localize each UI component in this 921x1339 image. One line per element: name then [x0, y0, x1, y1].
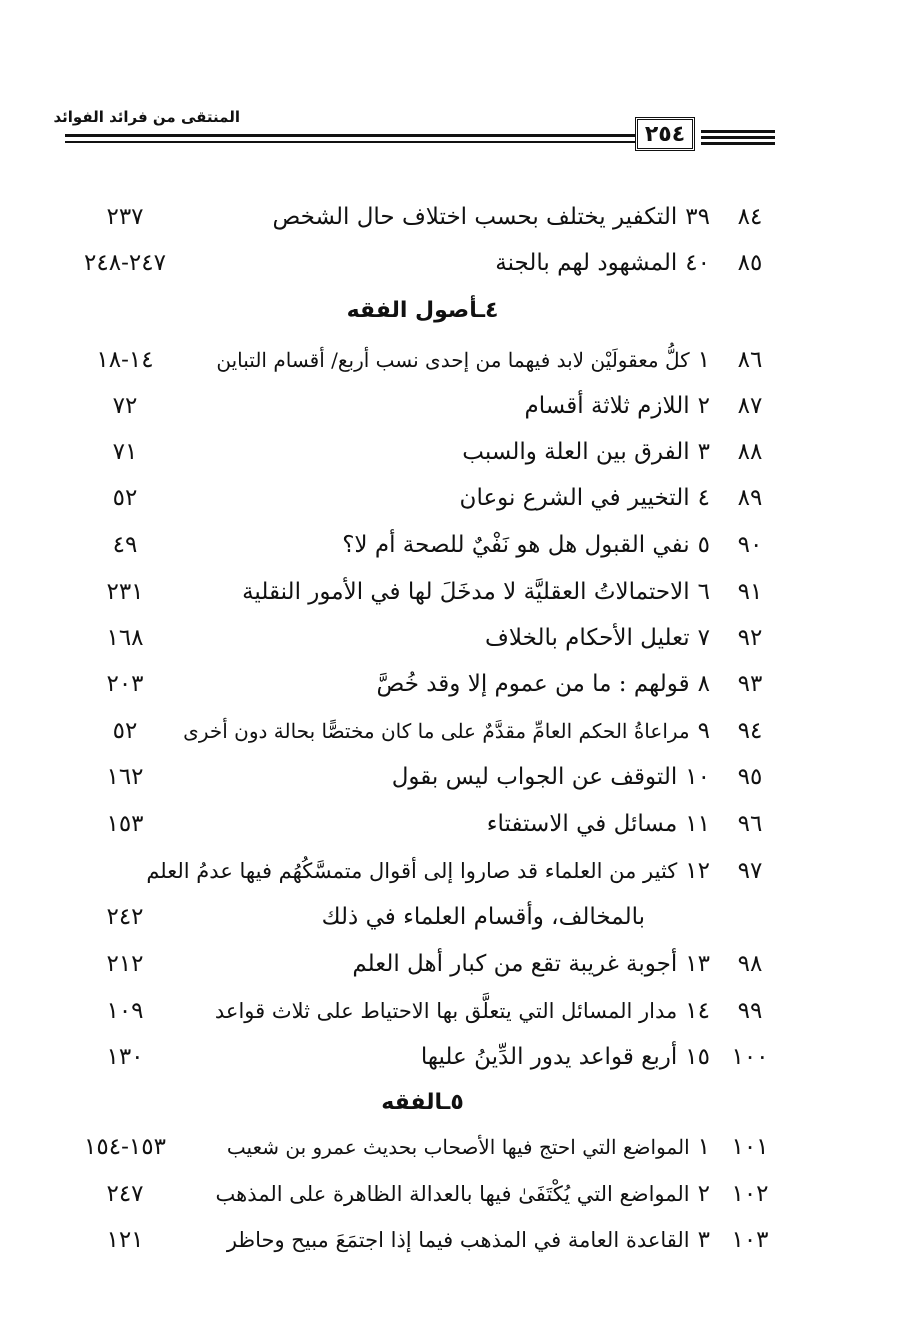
entry-title — [242, 572, 710, 612]
entry-number: ١٤ — [685, 998, 710, 1024]
header-rule — [701, 136, 775, 139]
entry-number: ٤ — [697, 485, 710, 511]
entry-index: ٩٢ — [737, 625, 763, 651]
entry-number: ٧ — [697, 625, 710, 651]
entry-title — [352, 944, 710, 984]
entry-text: كلُّ معقولَيْن لابد فيهما من إحدى نسب أربع/ أقسام التباين — [216, 348, 690, 372]
list-item — [70, 664, 775, 704]
entry-text: أربع قواعد يدور الدِّينُ عليها — [420, 1044, 678, 1070]
entry-text: مراعاةُ الحكم العامِّ مقدَّمٌ على ما كان مختصًّا بحالة دون أخرى — [183, 719, 690, 743]
entry-index: ٨٤ — [737, 204, 763, 230]
list-item — [70, 1220, 775, 1260]
entry-text: نفي القبول هل هو نَفْيٌ للصحة أم لا؟ — [342, 532, 690, 558]
entry-text: التكفير يختلف بحسب اختلاف حال الشخص — [272, 204, 678, 230]
entry-number: ١٥ — [685, 1044, 710, 1070]
entry-pages: ٢١٢ — [106, 951, 144, 977]
list-item — [70, 1127, 775, 1167]
page-number: ٢٥٤ — [635, 117, 695, 151]
entry-pages: ٢٣٧ — [106, 204, 144, 230]
entry-title — [525, 386, 710, 426]
list-item — [70, 340, 775, 380]
entry-pages: ١٤-١٨ — [96, 347, 154, 373]
entry-text: الاحتمالاتُ العقليَّة لا مدخَلَ لها في الأمور النقلية — [242, 579, 690, 605]
list-item — [70, 432, 775, 472]
entry-title — [392, 757, 710, 797]
list-item — [70, 1174, 775, 1214]
entry-index: ٩١ — [737, 579, 763, 605]
entry-number: ١٢ — [685, 858, 710, 884]
entry-title — [215, 991, 710, 1031]
entry-pages: ٥٢ — [112, 718, 138, 744]
entry-pages: ١٥٣ — [106, 811, 144, 837]
list-item — [70, 851, 775, 891]
entry-text: أجوبة غريبة تقع من كبار أهل العلم — [352, 951, 678, 977]
running-title: المنتقى من فرائد الفوائد — [53, 108, 240, 126]
list-item — [70, 944, 775, 984]
list-item — [70, 618, 775, 658]
entry-title — [485, 618, 710, 658]
entry-pages: ١٣٠ — [106, 1044, 144, 1070]
entry-text: مدار المسائل التي يتعلَّق بها الاحتياط على ثلاث قواعد — [214, 999, 678, 1023]
entry-index: ١٠٣ — [731, 1227, 769, 1253]
entry-text: التوقف عن الجواب ليس بقول — [391, 764, 678, 790]
section-heading: ٥ـالفقه — [381, 1090, 464, 1115]
list-item — [70, 757, 775, 797]
list-item — [70, 711, 775, 751]
entry-title — [460, 478, 710, 518]
list-item — [70, 525, 775, 565]
list-item — [70, 243, 775, 283]
entry-index: ٨٥ — [737, 250, 763, 276]
entry-index: ٩٥ — [737, 764, 763, 790]
entry-index: ١٠٠ — [731, 1044, 769, 1070]
entry-text: المواضع التي احتج فيها الأصحاب بحديث عمرو بن شعيب — [226, 1135, 690, 1159]
entry-text: الفرق بين العلة والسبب — [462, 439, 690, 465]
header-rule — [65, 141, 635, 143]
entry-number: ٦ — [697, 579, 710, 605]
section-heading: ٤ـأصول الفقه — [346, 298, 499, 323]
entry-number: ٥ — [697, 532, 710, 558]
entry-text: تعليل الأحكام بالخلاف — [485, 625, 690, 651]
entry-index: ٩٧ — [737, 858, 763, 884]
entry-pages: ٢٠٣ — [106, 671, 144, 697]
entry-number: ١١ — [685, 811, 710, 837]
list-item — [70, 197, 775, 237]
entry-number: ١٠ — [685, 764, 710, 790]
entry-index: ٨٨ — [737, 439, 763, 465]
entry-title — [495, 243, 710, 283]
header-rule — [701, 142, 775, 145]
entry-number: ١ — [697, 1134, 710, 1160]
entry-title — [462, 432, 710, 472]
entry-title — [342, 525, 710, 565]
entry-pages: ٢٣١ — [106, 579, 144, 605]
list-item — [70, 572, 775, 612]
entry-pages: ١٢١ — [106, 1227, 144, 1253]
entry-index: ١٠٢ — [731, 1181, 769, 1207]
entry-title — [227, 1220, 710, 1260]
list-item-continuation — [70, 897, 775, 937]
entry-text: التخيير في الشرع نوعان — [459, 485, 690, 511]
entry-pages: ١٠٩ — [106, 998, 144, 1024]
entry-pages: ١٦٨ — [106, 625, 144, 651]
entry-number: ٤٠ — [685, 250, 710, 276]
entry-text: المواضع التي يُكْتَفَىٰ فيها بالعدالة الظاهرة على المذهب — [215, 1182, 690, 1206]
entry-pages: ٧٢ — [112, 393, 138, 419]
entry-pages: ١٦٢ — [106, 764, 144, 790]
entry-index: ٩٣ — [737, 671, 763, 697]
entry-index: ٨٦ — [737, 347, 763, 373]
page-header — [53, 104, 775, 152]
header-rule — [701, 130, 775, 133]
entry-index: ١٠١ — [731, 1134, 769, 1160]
entry-number: ٣٩ — [685, 204, 710, 230]
entry-title — [183, 711, 710, 751]
entry-pages: ٥٢ — [112, 485, 138, 511]
entry-index: ٨٧ — [737, 393, 763, 419]
list-item — [70, 478, 775, 518]
entry-index: ٩٤ — [737, 718, 763, 744]
entry-text: كثير من العلماء قد صاروا إلى أقوال متمسَّكُهُم فيها عدمُ العلم — [146, 859, 678, 883]
entry-number: ٨ — [697, 671, 710, 697]
entry-index: ٩٦ — [737, 811, 763, 837]
entry-title — [146, 851, 710, 891]
entry-number: ١٣ — [685, 951, 710, 977]
list-item — [70, 804, 775, 844]
entry-title — [487, 804, 710, 844]
entry-number: ٢ — [697, 1181, 710, 1207]
entry-index: ٩٩ — [737, 998, 763, 1024]
entry-text: اللازم ثلاثة أقسام — [524, 393, 690, 419]
entry-number: ٢ — [697, 393, 710, 419]
entry-title — [227, 1127, 710, 1167]
entry-text: المشهود لهم بالجنة — [495, 250, 678, 276]
entry-title — [421, 1037, 710, 1077]
entry-number: ١ — [697, 347, 710, 373]
entry-number: ٣ — [697, 1227, 710, 1253]
list-item — [70, 1037, 775, 1077]
entry-pages: ٢٤٢ — [106, 904, 144, 930]
entry-title — [216, 340, 710, 380]
entry-pages: ٢٤٧-٢٤٨ — [84, 250, 166, 276]
entry-title — [377, 664, 710, 704]
entry-pages: ١٥٣-١٥٤ — [84, 1134, 166, 1160]
entry-index: ٨٩ — [737, 485, 763, 511]
list-item — [70, 386, 775, 426]
entry-text: بالمخالف، وأقسام العلماء في ذلك — [321, 904, 645, 930]
entry-pages: ٢٤٧ — [106, 1181, 144, 1207]
entry-title — [272, 197, 710, 237]
entry-index: ٩٠ — [737, 532, 763, 558]
entry-text: القاعدة العامة في المذهب فيما إذا اجتمَعَ مبيح وحاظر — [226, 1228, 690, 1252]
entry-pages: ٤٩ — [112, 532, 138, 558]
entry-number: ٣ — [697, 439, 710, 465]
entry-title — [216, 1174, 710, 1214]
entry-pages: ٧١ — [112, 439, 138, 465]
header-rule — [65, 134, 635, 137]
list-item — [70, 991, 775, 1031]
entry-index: ٩٨ — [737, 951, 763, 977]
entry-text: مسائل في الاستفتاء — [486, 811, 678, 837]
entry-number: ٩ — [697, 718, 710, 744]
entry-text: قولهم : ما من عموم إلا وقد خُصَّ — [376, 671, 690, 697]
